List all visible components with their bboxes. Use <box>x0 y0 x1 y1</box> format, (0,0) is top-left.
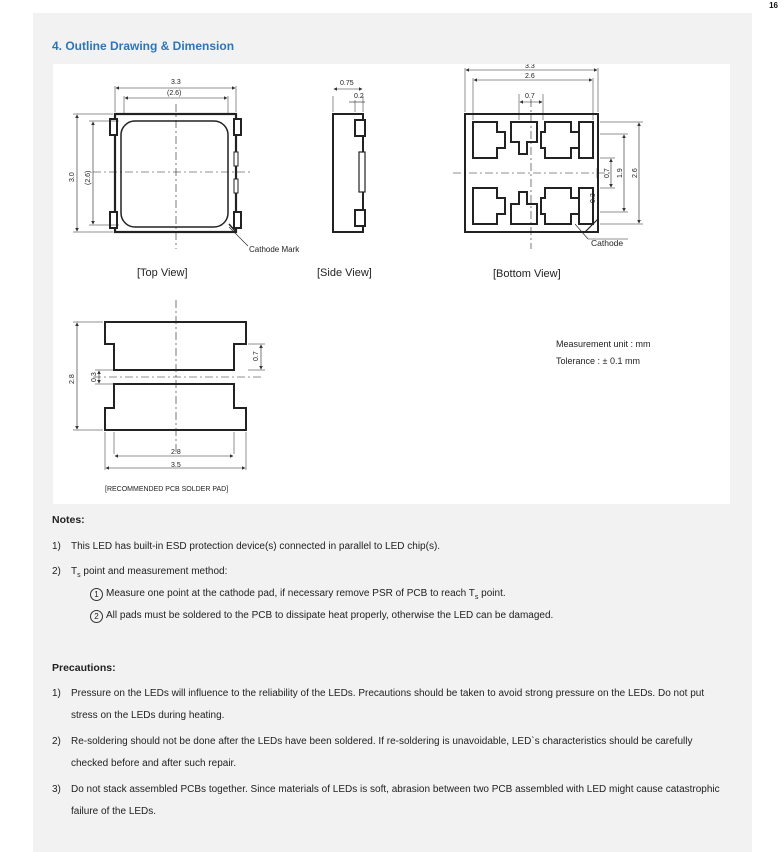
tolerance: Tolerance : ± 0.1 mm <box>556 356 640 366</box>
precautions-title: Precautions: <box>52 662 116 674</box>
bottom-cathode-label: Cathode <box>591 238 624 248</box>
bottom-view <box>453 68 643 249</box>
note-2-sub-1-post: point. <box>478 588 506 599</box>
note-2-sub-1 <box>90 588 506 601</box>
pad-dim-gap: 0.3 <box>91 372 98 382</box>
page-number: 16 <box>769 1 778 10</box>
note-2-text-pre: T <box>71 566 78 577</box>
precaution-3-text: Do not stack assembled PCBs together. Since materials of LEDs is soft, abrasion between two PCB assembled with LED might cause catastrophic failure of the LEDs. <box>71 784 720 817</box>
circled-one-icon: 1 <box>90 588 103 601</box>
precaution-1-text: Pressure on the LEDs will influence to the reliability of the LEDs. Precautions should be taken to avoid strong pressure on the LEDs. Do not put stress on the LEDs during heating. <box>71 688 705 721</box>
pad-dim-inner-w: 2.8 <box>171 449 181 456</box>
note-2 <box>52 566 227 579</box>
note-1-number: 1) <box>52 541 61 552</box>
section-title: 4. Outline Drawing & Dimension <box>52 39 235 53</box>
bottom-dim-v2: 1.9 <box>617 168 624 178</box>
bottom-dim-width: 3.3 <box>525 64 535 70</box>
side-view <box>333 89 365 232</box>
note-2-sub-2 <box>90 610 553 623</box>
solder-pad-drawing <box>73 300 265 470</box>
note-2-subscript: s <box>77 572 81 579</box>
precaution-2-text: Re-soldering should not be done after the LEDs have been soldered. If re-soldering is unavoidable, LED`s characteristics should be carefully checked before and after such repair. <box>71 736 693 769</box>
side-dim-thickness: 0.75 <box>340 80 354 87</box>
measurement-unit: Measurement unit : mm <box>556 339 651 349</box>
bottom-dim-gap: 0.7 <box>525 93 535 100</box>
side-view-caption: [Side View] <box>317 267 372 279</box>
note-2-sub-1-subscript: s <box>474 594 479 601</box>
precaution-1-number: 1) <box>52 688 61 699</box>
note-2-sub-2-text: All pads must be soldered to the PCB to dissipate heat properly, otherwise the LED can be damaged. <box>106 610 554 621</box>
pad-dim-pad-h: 0.7 <box>253 351 260 361</box>
bottom-view-caption: [Bottom View] <box>493 268 561 280</box>
bottom-dim-pad-span: 2.6 <box>525 73 535 80</box>
precaution-2-number: 2) <box>52 736 61 747</box>
cathode-mark-label: Cathode Mark <box>249 245 300 254</box>
bottom-dim-v3: 2.6 <box>632 168 639 178</box>
pad-dim-height: 2.8 <box>69 374 76 384</box>
note-1 <box>52 541 440 552</box>
top-dim-width-inner: (2.6) <box>167 90 182 97</box>
precaution-1 <box>52 683 732 727</box>
solder-pad-caption: [RECOMMENDED PCB SOLDER PAD] <box>105 486 229 493</box>
note-2-number: 2) <box>52 566 61 577</box>
top-view <box>73 86 253 249</box>
note-2-text-post: point and measurement method: <box>80 566 228 577</box>
note-2-sub-1-pre: Measure one point at the cathode pad, if necessary remove PSR of PCB to reach T <box>106 588 475 599</box>
top-dim-height-inner: (2.6) <box>85 170 92 185</box>
outline-drawing <box>53 64 730 504</box>
bottom-dim-v4: 0.3 <box>590 193 597 203</box>
circled-two-icon: 2 <box>90 610 103 623</box>
top-view-caption: [Top View] <box>137 267 188 279</box>
precaution-3-number: 3) <box>52 784 61 795</box>
pad-dim-outer-w: 3.5 <box>171 462 181 469</box>
notes-title: Notes: <box>52 514 85 526</box>
bottom-dim-v1: 0.7 <box>604 168 611 178</box>
top-dim-width: 3.3 <box>171 79 181 86</box>
note-1-text: This LED has built-in ESD protection device(s) connected in parallel to LED chip(s). <box>71 541 441 552</box>
side-dim-pad: 0.2 <box>354 93 364 100</box>
precaution-2 <box>52 731 732 775</box>
top-dim-height: 3.0 <box>69 172 76 182</box>
precaution-3 <box>52 779 732 823</box>
